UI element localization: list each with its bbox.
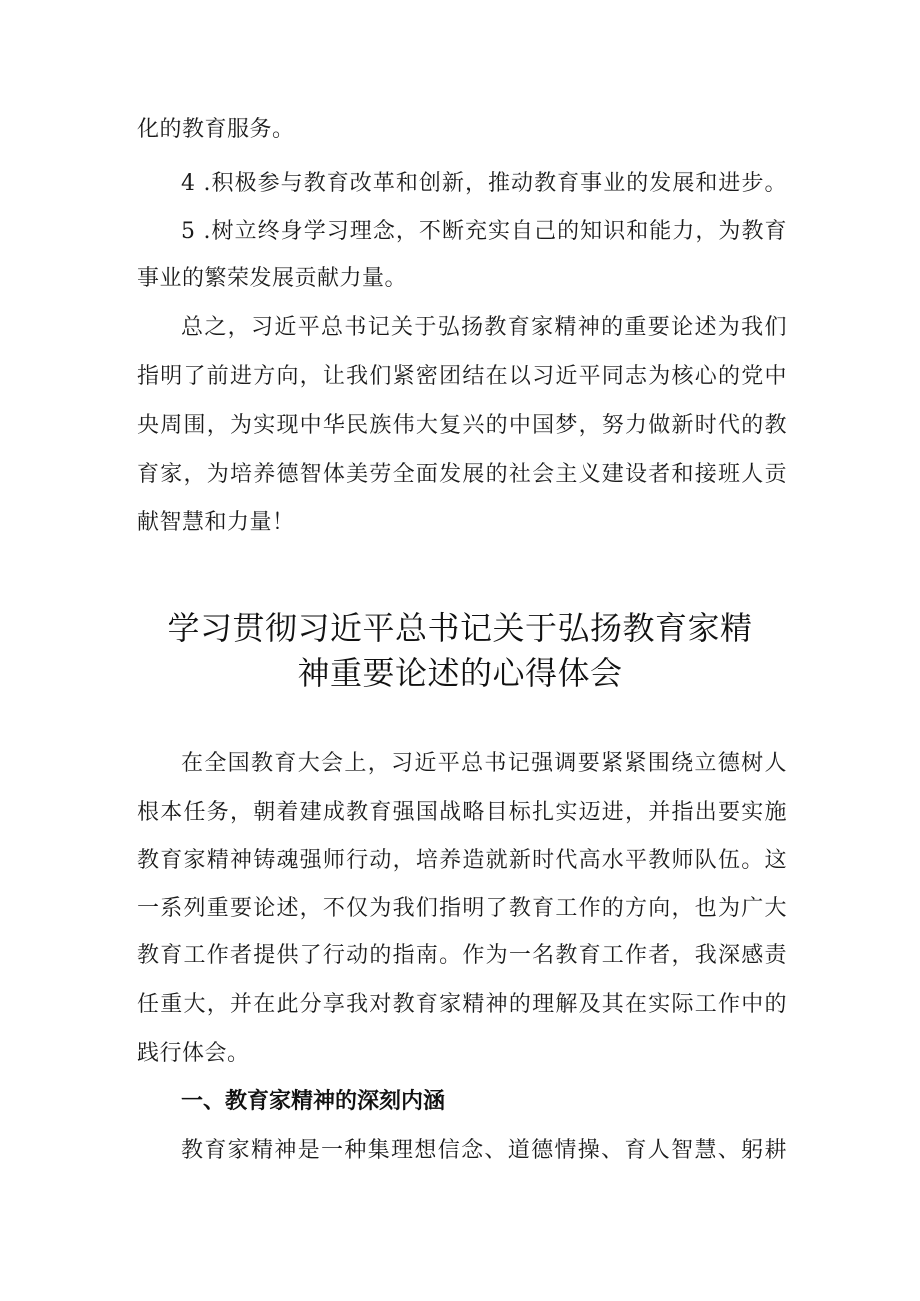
conclusion-paragraph-line: 指明了前进方向，让我们紧密团结在以习近平同志为核心的党中 bbox=[137, 364, 787, 389]
paragraph-line: 事业的繁荣发展贡献力量。 bbox=[137, 266, 408, 291]
intro-paragraph-line: 任重大，并在此分享我对教育家精神的理解及其在实际工作中的 bbox=[137, 992, 787, 1017]
intro-paragraph-line: 教育工作者提供了行动的指南。作为一名教育工作者，我深感责 bbox=[137, 943, 787, 968]
conclusion-paragraph-line: 献智慧和力量！ bbox=[137, 510, 295, 535]
intro-paragraph-line: 践行体会。 bbox=[137, 1041, 250, 1066]
list-item-4: 4 .积极参与教育改革和创新，推动教育事业的发展和进步。 bbox=[181, 171, 787, 196]
conclusion-paragraph-line: 育家，为培养德智体美劳全面发展的社会主义建设者和接班人贡 bbox=[137, 462, 787, 487]
article-title-line-2: 神重要论述的心得体会 bbox=[297, 654, 623, 692]
article-title-line-1: 学习贯彻习近平总书记关于弘扬教育家精 bbox=[167, 609, 753, 647]
list-item-5: 5 .树立终身学习理念，不断充实自己的知识和能力，为教育 bbox=[181, 219, 787, 244]
intro-paragraph-line: 教育家精神铸魂强师行动，培养造就新时代高水平教师队伍。这 bbox=[137, 848, 787, 873]
conclusion-paragraph-line: 央周围，为实现中华民族伟大复兴的中国梦，努力做新时代的教 bbox=[137, 413, 787, 438]
section-heading: 一、教育家精神的深刻内涵 bbox=[181, 1089, 446, 1114]
intro-paragraph-line: 一系列重要论述，不仅为我们指明了教育工作的方向，也为广大 bbox=[137, 896, 787, 921]
conclusion-paragraph-line: 总之，习近平总书记关于弘扬教育家精神的重要论述为我们 bbox=[181, 315, 787, 340]
intro-paragraph-line: 根本任务，朝着建成教育强国战略目标扎实迈进，并指出要实施 bbox=[137, 800, 787, 825]
paragraph-line: 化的教育服务。 bbox=[137, 117, 295, 142]
section-paragraph-line: 教育家精神是一种集理想信念、道德情操、育人智慧、躬耕 bbox=[181, 1138, 787, 1163]
intro-paragraph-line: 在全国教育大会上，习近平总书记强调要紧紧围绕立德树人 bbox=[181, 751, 787, 776]
